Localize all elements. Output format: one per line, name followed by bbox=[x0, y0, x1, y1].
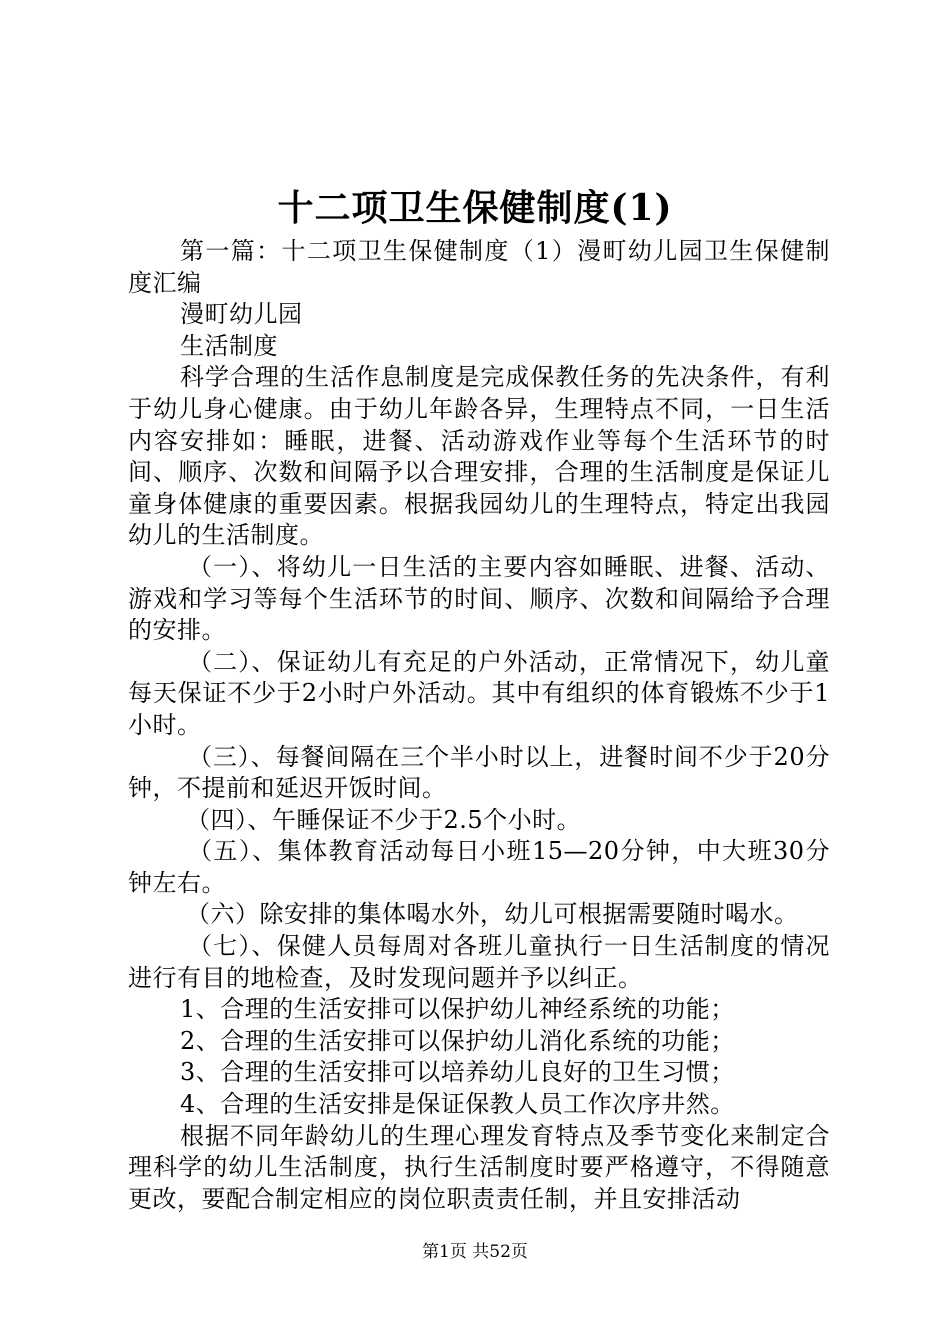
list-item: 3、合理的生活安排可以培养幼儿良好的卫生习惯； bbox=[180, 1058, 735, 1087]
paragraph: （七）、保健人员每周对各班儿童执行一日生活制度的情况进行有目的地检查，及时发现问题并予以纠正。 bbox=[128, 932, 830, 992]
paragraph: 根据不同年龄幼儿的生理心理发育特点及季节变化来制定合理科学的幼儿生活制度，执行生活制度时要严格遵守，不得随意更改，要配合制定相应的岗位职责责任制，并且安排活动 bbox=[128, 1121, 830, 1213]
list-item: 2、合理的生活安排可以保护幼儿消化系统的功能； bbox=[180, 1026, 735, 1055]
paragraph: 第一篇：十二项卫生保健制度（1）漫町幼儿园卫生保健制度汇编 bbox=[128, 237, 830, 297]
paragraph: （三）、每餐间隔在三个半小时以上，进餐时间不少于20分钟，不提前和延迟开饭时间。 bbox=[128, 742, 830, 803]
page-number: 第1页 共52页 bbox=[422, 1242, 528, 1262]
list-item: 4、合理的生活安排是保证保教人员工作次序井然。 bbox=[180, 1090, 735, 1119]
paragraph: 科学合理的生活作息制度是完成保教任务的先决条件，有利于幼儿身心健康。由于幼儿年龄各异，生理特点不同，一日生活内容安排如：睡眠，进餐、活动游戏作业等每个生活环节的时间、顺序、次数和间隔予以合理安排，合理的生活制度是保证儿童身体健康的重要因素。根据我园幼儿的生理特点，特定出我园幼儿的生活制度。 bbox=[128, 363, 830, 550]
paragraph: （四）、午睡保证不少于2.5个小时。 bbox=[186, 805, 582, 834]
document-body bbox=[128, 236, 830, 1215]
document-title: 十二项卫生保健制度(1) bbox=[277, 187, 673, 229]
paragraph: （六）除安排的集体喝水外，幼儿可根据需要随时喝水。 bbox=[186, 900, 799, 929]
list-item: 1、合理的生活安排可以保护幼儿神经系统的功能； bbox=[180, 995, 735, 1024]
paragraph: 生活制度 bbox=[180, 331, 278, 360]
paragraph: （五）、集体教育活动每日小班15—20分钟，中大班30分钟左右。 bbox=[128, 837, 830, 897]
paragraph: 漫町幼儿园 bbox=[180, 300, 303, 329]
paragraph: （一）、将幼儿一日生活的主要内容如睡眠、进餐、活动、游戏和学习等每个生活环节的时间、顺序、次数和间隔给予合理的安排。 bbox=[128, 552, 830, 645]
paragraph: （二）、保证幼儿有充足的户外活动，正常情况下，幼儿童每天保证不少于2小时户外活动。其中有组织的体育锻炼不少于1小时。 bbox=[128, 647, 830, 739]
